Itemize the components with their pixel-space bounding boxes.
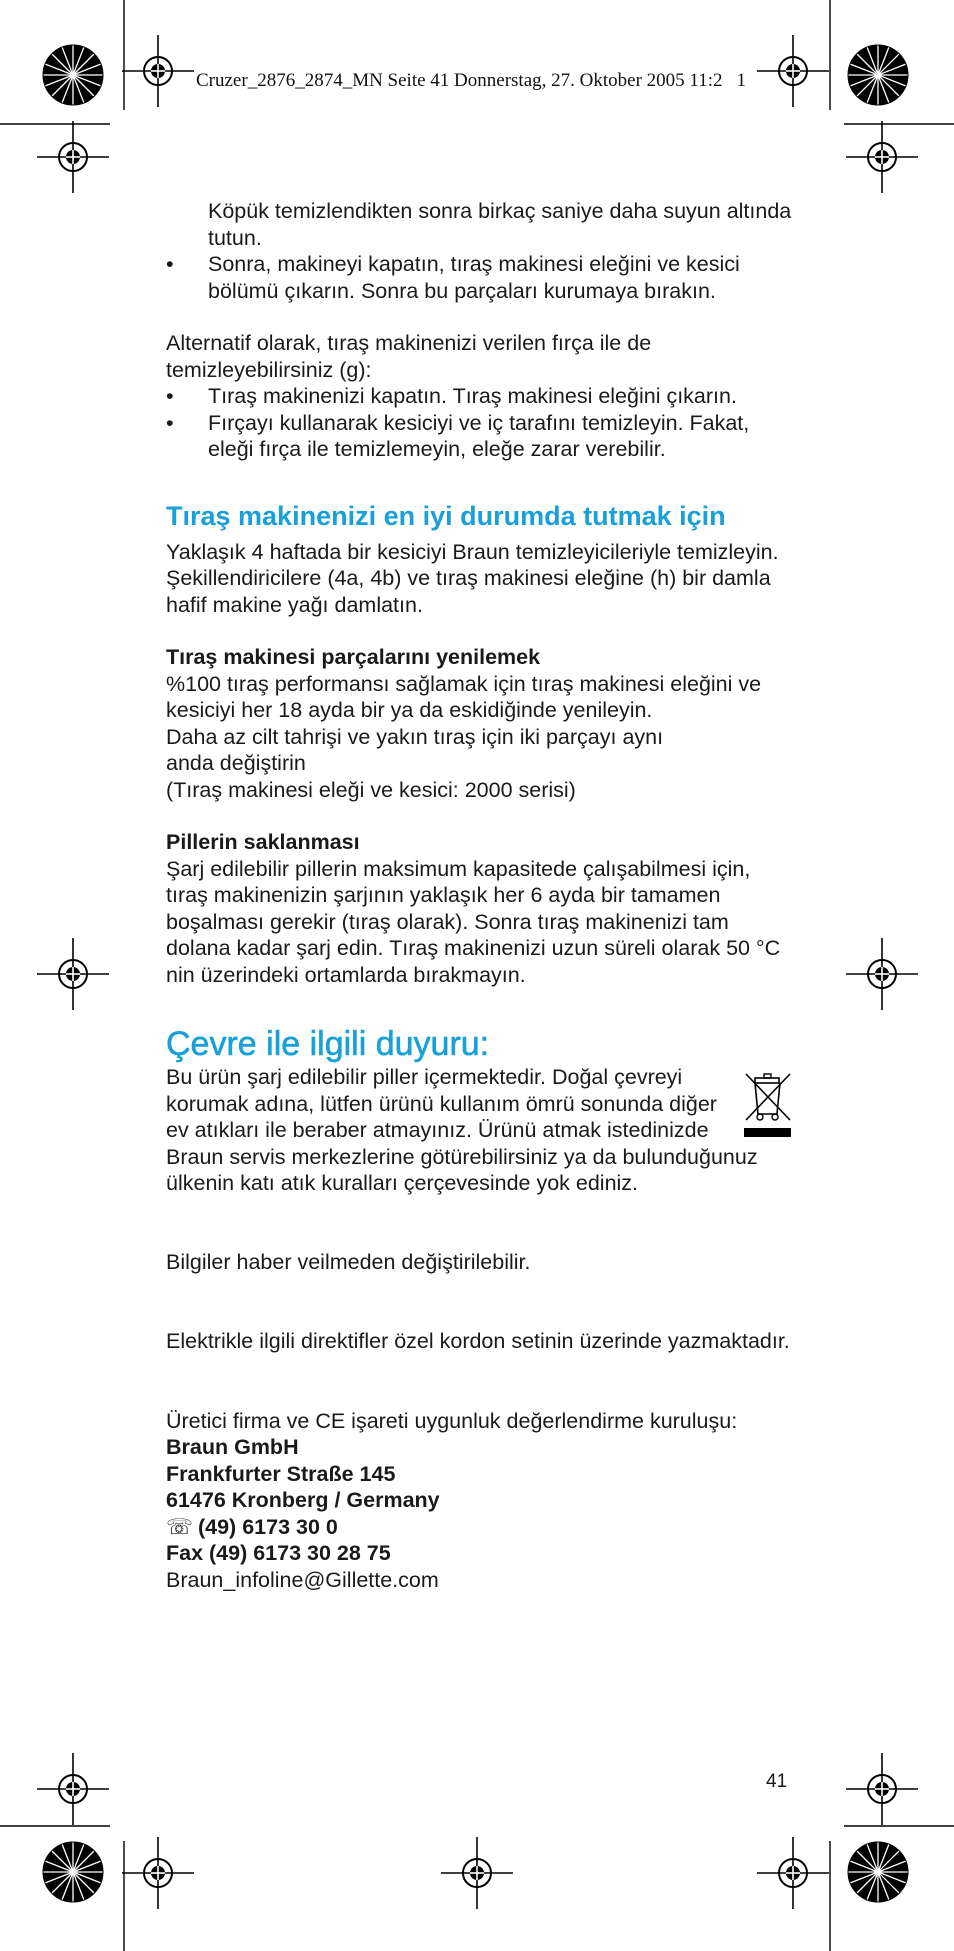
manufacturer-email[interactable]: Braun_infoline@Gillette.com (166, 1567, 439, 1592)
page-number: 41 (766, 1771, 788, 1792)
environment-body: Bu ürün şarj edilebilir piller içermektedir. Doğal çevreyi korumak adına, lütfen ürünü kullanım ömrü sonunda diğer ev atıkları ile beraber atmayınız. Ürünü atmak istedinizde Braun servis merkezlerine götürebilirsiniz ya da bulunduğunuz ülkenin katı atık kuralları çerçevesinde yok ediniz. (166, 1065, 758, 1195)
bullet-symbol: • (166, 410, 174, 435)
change-notice: Bilgiler haber veilmeden değiştirilebilir. (166, 1249, 531, 1274)
manufacturer-fax: Fax (49) 6173 30 28 75 (166, 1541, 391, 1565)
alt-cleaning-bullet-2 (166, 410, 796, 463)
cleaning-continuation: Köpük temizlendikten sonra birkaç saniye daha suyun altında tutun. (208, 199, 792, 250)
battery-body: Şarj edilebilir pillerin maksimum kapasitede çalışabilmesi için, tıraş makinenizin şarjının yaklaşık her 6 ayda bir tamamen boşalması gerekir (tıraş olarak). Sonra tıraş makinenizi tam dolana kadar şarj edin. Tıraş makinenizi uzun süreli olarak 50 °C nin üzerindeki ortamlarda bırakmayın. (166, 856, 781, 987)
manufacturer-intro: Üretici firma ve CE işareti uygunluk değerlendirme kuruluşu: (166, 1408, 738, 1433)
cleaning-bullet-text: Sonra, makineyi kapatın, tıraş makinesi eleğini ve kesici bölümü çıkarın. Sonra bu parçaları kurumaya bırakın. (208, 252, 740, 303)
print-slug-text: Cruzer_2876_2874_MN Seite 41 Donnerstag, 27. Oktober 2005 11:2 (196, 70, 723, 91)
replacement-line-3: anda değiştirin (166, 751, 306, 775)
bullet-symbol: • (166, 384, 174, 408)
print-slug-tail: 1 (736, 70, 746, 91)
replacement-line-2: Daha az cilt tahrişi ve yakın tıraş için iki parçayı aynı (166, 724, 664, 749)
battery-heading: Pillerin saklanması (166, 830, 360, 854)
manufacturer-phone-number: (49) 6173 30 0 (197, 1514, 338, 1539)
replacement-line-1: %100 tıraş performansı sağlamak için tıraş makinesi eleğini ve kesiciyi her 18 ayda bir ya da eskidiğinde yenileyin. (166, 671, 762, 722)
maintenance-body: Yaklaşık 4 haftada bir kesiciyi Braun temizleyicileriyle temizleyin. Şekillendiricilere (4a, 4b) ve tıraş makinesi eleğine (h) bir damla hafif makine yağı damlatın. (166, 539, 779, 617)
crossed-out-wheelie-bin-icon (742, 1068, 794, 1138)
replacement-heading: Tıraş makinesi parçalarını yenilemek (166, 645, 541, 669)
telephone-icon: ☏ (166, 1514, 193, 1539)
manufacturer-street: Frankfurter Straße 145 (166, 1461, 396, 1486)
alt-cleaning-intro: Alternatif olarak, tıraş makinenizi verilen fırça ile de temizleyebilirsiniz (g): (166, 331, 652, 382)
cleaning-bullet (166, 251, 796, 304)
manufacturer-phone (166, 1514, 796, 1541)
page-content (166, 198, 796, 1593)
replacement-line-4: (Tıraş makinesi eleği ve kesici: 2000 serisi) (166, 777, 576, 802)
electric-notice: Elektrikle ilgili direktifler özel kordon setinin üzerinde yazmaktadır. (166, 1329, 790, 1353)
alt-cleaning-bullet-1-text: Tıraş makinenizi kapatın. Tıraş makinesi eleğini çıkarın. (208, 384, 737, 408)
environment-section (166, 1064, 796, 1197)
maintenance-heading: Tıraş makinenizi en iyi durumda tutmak için (166, 500, 726, 531)
bullet-symbol: • (166, 252, 174, 276)
environment-heading: Çevre ile ilgili duyuru: (166, 1025, 490, 1063)
alt-cleaning-bullet-1 (166, 383, 796, 410)
print-slug (196, 70, 746, 92)
alt-cleaning-bullet-2-text: Fırçayı kullanarak kesiciyi ve iç tarafını temizleyin. Fakat, eleği fırça ile temizlemeyin, eleğe zarar verebilir. (208, 410, 750, 461)
manufacturer-city: 61476 Kronberg / Germany (166, 1488, 440, 1512)
manufacturer-company: Braun GmbH (166, 1435, 299, 1459)
